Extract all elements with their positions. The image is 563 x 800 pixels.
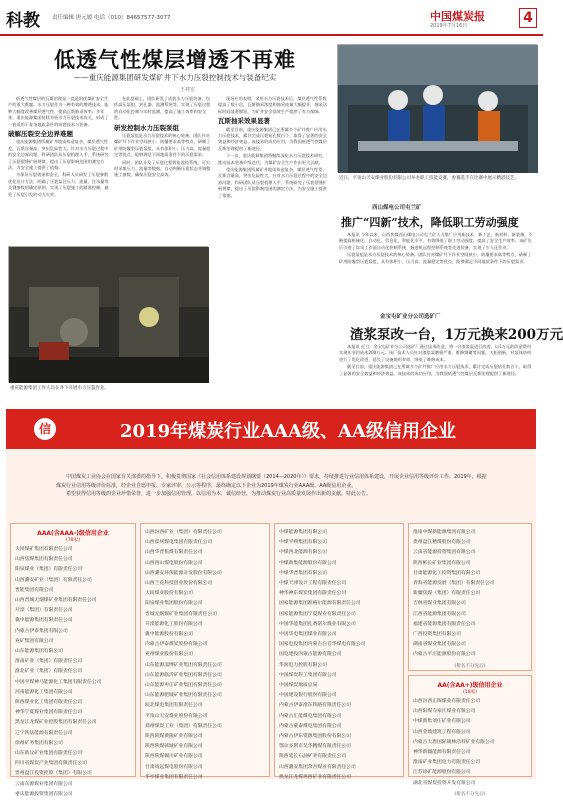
company-name: 徐州矿务集团有限公司: [15, 740, 63, 746]
ranking-note: (排名不分先后): [454, 663, 486, 669]
section-title: 科教: [6, 11, 40, 31]
company-list: [15, 545, 131, 800]
company-name: 福建省能源集团有限责任公司: [413, 621, 476, 627]
credit-announcement: [6, 449, 536, 797]
company-name: 国电建投内蒙古能源有限公司: [279, 652, 342, 658]
company-name: 贵州盘江投资控股（集团）有限公司: [15, 771, 92, 777]
company-name: 大同煤业股份有限公司: [145, 591, 193, 597]
newspaper-logo: 中国煤炭报: [430, 10, 485, 23]
ranking-note: (排名不分先后): [454, 791, 486, 797]
lead-column-1: [8, 96, 110, 241]
company-list: [145, 528, 265, 783]
company-name: 郑州煤炭工业（集团）有限责任公司: [145, 723, 222, 729]
paragraph: 为保证压裂效果和安全，科研人员研发了压裂参数优化设计方法，明确了压裂泵注压力、流量、注水量等关键参数的确定原则，实现了压裂施工的精准控制，避免了压裂引发的动力灾害。: [8, 172, 109, 197]
company-name: 山西金鼎建筑工程有限公司: [413, 729, 471, 735]
company-name: 开滦能源化工股份有限公司: [145, 621, 203, 627]
lead-column-2: [114, 96, 214, 241]
company-name: 华亭煤业集团有限责任公司: [145, 774, 203, 780]
company-name: 辽宁铁法能源有限责任公司: [15, 730, 73, 736]
company-name: 吉林省煤业集团有限公司: [413, 601, 466, 607]
company-name: 贵州盘江精煤股份有限公司: [413, 540, 471, 546]
company-name: 陕西陕煤铜川矿业有限公司: [145, 754, 203, 760]
aaa-list-column-2: [140, 523, 270, 780]
company-name: 甘肃靖远煤电股份有限公司: [145, 764, 203, 770]
aaa-list-column-1: [10, 523, 136, 797]
company-name: 江西省能源集团有限公司: [413, 611, 466, 617]
company-name: 中国建设银行股份有限公司: [279, 693, 337, 699]
mine-fracturing-photo: [8, 246, 208, 382]
subheading: 破解压裂安全边界难题: [8, 130, 73, 139]
company-name: 冀中能源股份有限公司: [145, 632, 193, 638]
story1-kicker: 西山煤电公司屯兰矿: [372, 205, 422, 211]
company-name: 阳泉煤业集团股份有限公司: [145, 601, 203, 607]
company-name: 中煤天津设计工程有限责任公司: [279, 581, 347, 587]
company-name: 兖矿集团有限公司: [15, 638, 54, 644]
company-name: 陕西延长石油矿业有限责任公司: [279, 754, 347, 760]
company-name: 阳泉煤业（集团）有限责任公司: [15, 567, 83, 573]
company-name: 山东能源淄博矿业集团有限责任公司: [145, 662, 222, 668]
lead-column-3: [218, 96, 330, 396]
company-name: 中国华能集团扎赉诺尔煤业有限公司: [279, 621, 356, 627]
aaa-heading: AAA(含AAA-)级信用企业: [37, 530, 109, 537]
aaa-count: (78家): [65, 538, 81, 543]
company-name: 黑龙江龙煤矿业控股集团有限责任公司: [15, 720, 97, 726]
company-name: 陕西彬长矿业集团有限公司: [413, 560, 471, 566]
paragraph: 低透气性煤层的瓦斯治理是一直是困扰煤矿安全生产的重大难题。水力压裂作为一种有效的增透技术，能够大幅度改善煤层透气性，提高瓦斯抽采效率。多年来，重庆能源集团持续开展水力压裂技术攻关，形成了一套适用于复杂地质条件的成套技术与装备。: [8, 96, 109, 127]
company-name: 山西汾西矿业（集团）有限责任公司: [145, 530, 222, 535]
company-name: 神华宁夏煤业集团有限责任公司: [15, 710, 83, 716]
company-name: 黑龙江龙煤鸡西矿业有限责任公司: [279, 774, 351, 780]
company-name: 中国煤炭地质总局: [279, 683, 318, 689]
paragraph: 本报讯 今年以来，山西焦煤西山煤电公司屯兰矿大力推广应用新技术、新工艺、新材料、新装备，不断提高机械化、自动化、信息化、智能化水平，有效降低了职工劳动强度，提高了安全生产效率。该矿先后引进了综采工作面自动化控制系统、掘进机远程控制系统等先进装备，实现了少人化作业。: [339, 232, 533, 250]
company-name: 中煤新集能源股份有限公司: [279, 560, 337, 566]
lead-headline: 低透气性煤层增透不再难: [54, 47, 296, 72]
credit-badge-icon: 信: [34, 418, 56, 440]
company-name: 山东新汶矿业集团有限责任公司: [15, 751, 83, 757]
company-name: 淮南中煤新能源集团有限公司: [413, 530, 476, 535]
company-name: 湖北省煤炭投资开发有限公司: [413, 780, 476, 786]
company-name: 山东能源肥城矿业集团有限责任公司: [145, 693, 222, 699]
paragraph: 重庆能源集团所属矿井地质构造复杂，煤层透气性差，瓦斯含量高，突出危险性大。针对水力压裂过程中的安全边界问题，科研团队从压裂机理入手，系统研究了压裂裂缝扩展规律，提出了压裂影响范围的测定方法，为安全施工提供了依据。: [218, 167, 327, 198]
company-name: 陕西煤业化工集团有限责任公司: [15, 700, 83, 706]
company-name: 中煤新集刘庄矿业有限公司: [413, 719, 471, 725]
company-name: 中煤能源集团有限公司: [279, 530, 327, 535]
company-name: 中国平煤神马能源化工集团有限责任公司: [15, 679, 102, 685]
aa-list-box: [408, 675, 532, 797]
aa-heading: AA(含AA+)级信用企业: [437, 682, 503, 689]
company-name: 内蒙古伊东资源集团股份有限公司: [279, 734, 351, 740]
company-name: 中煤平朔集团有限公司: [279, 540, 327, 546]
company-name: 中国华电集团煤业有限公司: [279, 632, 337, 638]
company-name: 云南东源煤业集团有限公司: [15, 781, 73, 787]
page-header: [0, 0, 543, 36]
company-name: 陕西陕煤黄陵矿业有限公司: [145, 734, 203, 740]
company-name: 陕西陕煤韩城矿业有限公司: [145, 744, 203, 750]
paragraph: 重庆能源集团所属矿井地质构造复杂，煤层透气性差，瓦斯含量高，突出危险性大。针对水力压裂过程中的安全边界问题，科研团队从压裂机理入手，系统研究了压裂裂缝扩展规律，提出了压裂影响范围的测定方法，为安全施工提供了依据。: [8, 139, 109, 171]
announcement-intro: [56, 473, 490, 517]
mine-photo-caption: 重庆能源集团工作人员在井下开展水力压裂作业。: [10, 386, 109, 391]
company-name: 山西潞安矿业（集团）有限责任公司: [15, 577, 92, 583]
paragraph: 压裂泵组是水力压裂技术的核心装备。团队针对煤矿井下作业空间狭小、防爆要求高等特点，研制了矿用防爆型压裂泵组，具有体积小、压力高、流量稳定等优点，能够满足不同地质条件下的压裂需求。: [339, 252, 532, 264]
company-name: 江苏徐矿能源股份有限公司: [413, 770, 471, 776]
company-name: 淮北矿业（集团）有限责任公司: [15, 669, 83, 675]
company-name: 大同煤矿集团有限责任公司: [15, 547, 73, 552]
company-name: 淮南矿业集团电力有限责任公司: [413, 760, 481, 766]
company-name: 中国煤炭科工集团有限公司: [279, 672, 337, 678]
paragraph: 下一步，重庆能源集团将继续深化水力压裂技术研究，推动技术装备升级迭代，为煤矿安全生产作出更大贡献。: [218, 153, 327, 165]
paragraph: 本报讯 近日，金宝屯矿业分公司选矿厂通过技术改造，将一台渣浆泵进行改进，以1万元的改造费用实现年节约成本200万元。该厂技术人员针对渣浆泵磨损严重、维修频繁等问题，大胆创新，对泵体结构进行了优化改进，延长了设备使用寿命，降低了维修成本。: [339, 344, 532, 362]
story2-headline: 渣浆泵改一台，1万元换来200万元: [350, 327, 563, 343]
company-name: 皖北煤电集团有限责任公司: [145, 703, 203, 709]
story1-body: [339, 232, 535, 308]
company-list: [413, 697, 527, 789]
company-name: 兖州煤业股份有限公司: [145, 652, 193, 658]
story1-headline: 推广“四新”技术，降低职工劳动强度: [341, 216, 519, 229]
company-name: 云南省能源投资集团有限公司: [413, 550, 476, 556]
company-name: 淮南矿业（集团）有限责任公司: [15, 659, 83, 665]
company-name: 四川省煤炭产业集团有限责任公司: [15, 761, 87, 767]
company-name: 重庆能源投资集团有限公司: [15, 791, 73, 797]
company-name: 内蒙古伊泰准东铁路有限责任公司: [279, 703, 351, 709]
company-name: 湖南省煤业集团有限公司: [413, 642, 466, 648]
paragraph: 同时，团队开发了压裂过程智能监控系统，可实时采集压力、流量等数据，自动判断压裂状态并调整施工参数，确保压裂安全高效。: [114, 159, 211, 178]
company-name: 山西潞安环保能源开发股份有限公司: [145, 570, 222, 576]
company-name: 开滦（集团）有限责任公司: [15, 608, 73, 614]
paragraph: 现场应用表明，采用水力压裂技术后，煤层透气性系数提高了数十倍，瓦斯抽采浓度和抽采纯量大幅提升，抽采达标时间显著缩短，为矿井安全高效生产提供了有力保障。: [218, 96, 327, 114]
company-name: 内蒙古伊泰集团有限公司: [15, 628, 68, 634]
aa-count: (18家): [462, 690, 478, 695]
editor-info: 责任编辑 唐元媛 电话（010）84657577-3077: [52, 15, 171, 21]
company-name: 河南能源化工集团有限公司: [15, 689, 73, 695]
company-name: 神华神东煤炭集团有限责任公司: [279, 591, 347, 597]
company-name: 鄂尔多斯市昊华精煤有限责任公司: [279, 744, 351, 750]
company-name: 内蒙古伊泰煤炭股份有限公司: [145, 642, 208, 648]
paragraph: 截至目前，重庆能源集团已在所属多个矿井推广应用水力压裂技术，累计完成压裂钻孔数百个，取得了显著的安全效益和经济效益。该技术的成功应用，为我国低透气性煤层瓦斯治理提供了新途径。: [339, 364, 532, 376]
company-name: 国家能源集团准格尔能源有限责任公司: [279, 601, 361, 607]
subheading: 研发控制水力压裂泵组: [114, 123, 179, 132]
company-name: 国家能源集团宁夏煤业有限责任公司: [279, 611, 356, 617]
page-number: 4: [519, 8, 537, 28]
paragraph: 在此基础上，团队研发了成套水力压裂装备，包括高压泵组、封孔器、监测系统等，实现了压裂过程的自动化控制与实时监测，提高了施工效率和安全性。: [114, 96, 211, 121]
company-name: 山西晋城无烟煤矿业集团有限责任公司: [15, 598, 97, 604]
company-name: 晋能集团有限公司: [15, 587, 54, 593]
company-name: 山东能源枣庄矿业集团有限责任公司: [145, 683, 222, 689]
company-list: [413, 528, 527, 661]
company-name: 中煤西北能源有限公司: [279, 550, 327, 556]
story2-kicker: 金宝屯矿业分公司选矿厂: [380, 314, 441, 320]
paragraph: 中国煤炭工业协会在国家有关部委的指导下，积极贯彻国家《社会信用体系建设规划纲要（2014—2020年）》要求，持续推进行业信用体系建设，开展企业信用等级评价工作。2019年，根据煤炭行业信用等级评价标准，经企业自愿申报、专家评审、公示等程序，最终确定以下企业为2019年煤炭行业AAA级、AA级信用企业。: [56, 474, 487, 489]
company-name: 山西焦煤集团有限责任公司: [15, 557, 73, 563]
workers-photo-caption: 近日，平顶山天安煤业股份有限公司举办职工技能竞赛，参赛选手在比赛中展示精湛技艺。: [339, 176, 519, 181]
lead-byline: 王祥宏: [180, 87, 196, 93]
company-name: 山西潞安集团余吾煤业有限责任公司: [279, 764, 356, 770]
company-name: 甘肃能源化工投资集团有限公司: [413, 570, 481, 576]
aaa-list-column-4: [408, 523, 532, 671]
company-name: 国家电投集团内蒙古白音华煤电有限公司: [279, 642, 366, 648]
company-name: 内蒙古平庄能源股份有限公司: [413, 652, 476, 658]
subheading: 瓦斯抽采效果显著: [218, 117, 270, 126]
company-name: 山东能源集团有限公司: [15, 649, 63, 655]
company-name: 神华新疆能源有限责任公司: [413, 750, 471, 756]
company-name: 新疆焦煤（集团）有限责任公司: [413, 591, 481, 597]
company-name: 山西霍州煤电集团有限责任公司: [145, 540, 213, 546]
company-name: 山西西山煤电股份有限公司: [145, 560, 203, 566]
company-name: 平顶山天安煤业股份有限公司: [145, 713, 208, 719]
issue-date: 2019年7月16日: [430, 23, 468, 29]
company-name: 山西华晋焦煤有限责任公司: [145, 550, 203, 556]
company-name: 内蒙古汇能煤电集团有限公司: [279, 713, 342, 719]
company-name: 广西投资集团有限公司: [413, 632, 461, 638]
company-name: 山西阳煤寺家庄煤业有限公司: [413, 709, 476, 715]
aaa-list-column-3: [274, 523, 404, 780]
story2-body: [339, 344, 535, 400]
workers-photo: [337, 44, 537, 172]
company-name: 山西兰花科技创业股份有限公司: [145, 581, 213, 587]
lead-subtitle: ——重庆能源集团研发煤矿井下水力压裂控制技术与装备纪实: [73, 73, 277, 82]
company-name: 冀中能源集团有限责任公司: [15, 618, 73, 624]
company-name: 青海省能源发展（集团）有限责任公司: [413, 581, 495, 587]
company-name: 内蒙古蒙泰煤电集团有限公司: [279, 723, 342, 729]
company-name: 山西汾西正晖煤业有限责任公司: [413, 699, 481, 704]
paragraph: 希望获得信用等级的企业珍惜荣誉，进一步加强信用管理，以信用为本，诚信经营，为推动煤炭行业高质量发展作出新的贡献。特此公告。: [66, 491, 372, 497]
company-name: 内蒙古大唐国际锡林浩特矿业有限公司: [413, 739, 495, 745]
company-name: 山东能源临沂矿业集团有限责任公司: [145, 672, 222, 678]
credit-banner: [6, 409, 536, 449]
banner-title: 2019年煤炭行业AAA级、AA级信用企业: [120, 421, 456, 442]
company-list: [279, 528, 399, 783]
company-name: 华润电力控股有限公司: [279, 662, 327, 668]
paragraph: 截至目前，重庆能源集团已在所属多个矿井推广应用水力压裂技术，累计完成压裂钻孔数百个，取得了显著的安全效益和经济效益。该技术的成功应用，为我国低透气性煤层瓦斯治理提供了新途径。: [218, 126, 327, 151]
paragraph: 压裂泵组是水力压裂技术的核心装备。团队针对煤矿井下作业空间狭小、防爆要求高等特点，研制了矿用防爆型压裂泵组，具有体积小、压力高、流量稳定等优点，能够满足不同地质条件下的压裂需求。: [114, 133, 211, 158]
company-name: 中煤华晋集团有限公司: [279, 570, 327, 576]
company-name: 晋城无烟煤矿业集团有限责任公司: [145, 611, 217, 617]
